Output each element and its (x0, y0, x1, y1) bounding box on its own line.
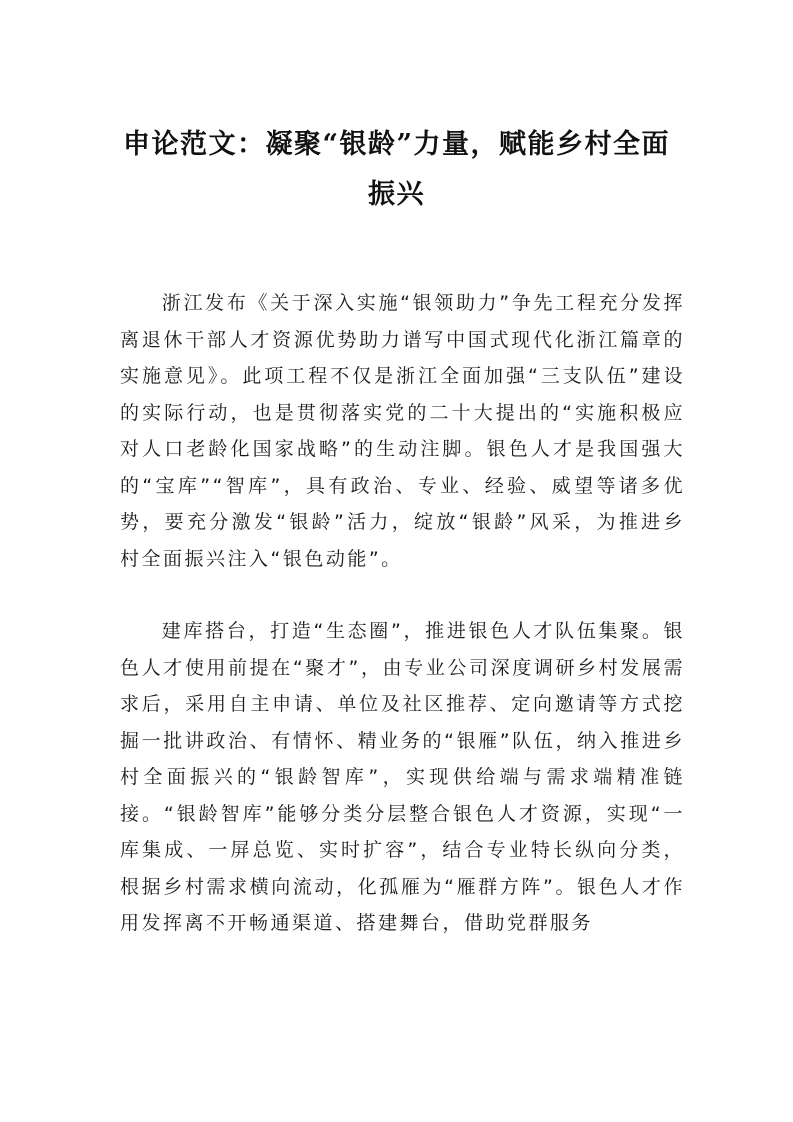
document-title: 申论范文：凝聚“银龄”力量，赋能乡村全面振兴 (122, 129, 671, 210)
document-body (120, 285, 685, 942)
paragraph-talent-pool: 建库搭台，打造“生态圈”，推进银色人才队伍集聚。银色人才使用前提在“聚才”，由专业公司深度调研乡村发展需求后，采用自主申请、单位及社区推荐、定向邀请等方式挖掘一批讲政治、有情怀、精业务的“银雁”队伍，纳入推进乡村全面振兴的“银龄智库”，实现供给端与需求端精准链接。“银龄智库”能够分类分层整合银色人才资源，实现“一库集成、一屏总览、实时扩容”，结合专业特长纵向分类，根据乡村需求横向流动，化孤雁为“雁群方阵”。银色人才作用发挥离不开畅通渠道、搭建舞台，借助党群服务 (120, 620, 685, 934)
paragraph-intro: 浙江发布《关于深入实施“银领助力”争先工程充分发挥离退休干部人才资源优势助力谱写中国式现代化浙江篇章的实施意见》。此项工程不仅是浙江全面加强“三支队伍”建设的实际行动，也是贯彻落实党的二十大提出的“实施积极应对人口老龄化国家战略”的生动注脚。银色人才是我国强大的“宝库”“智库”，具有政治、专业、经验、威望等诸多优势，要充分激发“银龄”活力，绽放“银龄”风采，为推进乡村全面振兴注入“银色动能”。 (120, 292, 685, 570)
paragraph-spacer (120, 577, 685, 613)
